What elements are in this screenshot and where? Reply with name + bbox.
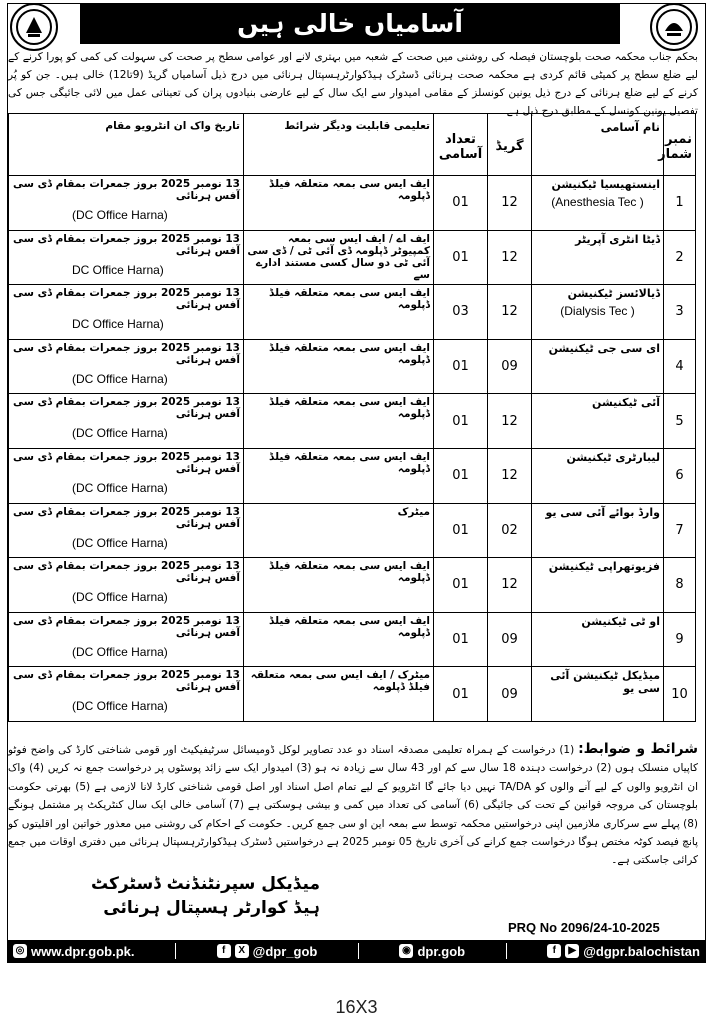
- interview-date: [9, 176, 244, 231]
- post-name-urdu: لیبارٹری ٹیکنیشن: [566, 450, 660, 464]
- post-name: [532, 558, 664, 613]
- table-row: [9, 558, 696, 613]
- header-no: نمبر شمار: [664, 114, 696, 176]
- post-name: [532, 176, 664, 231]
- post-count: 01: [434, 612, 488, 667]
- social-1-text: @dpr_gob: [252, 943, 318, 959]
- interview-date-urdu: 13 نومبر 2025 بروز جمعرات بمقام ڈی سی آفس ہرنائی: [13, 396, 240, 421]
- facebook-icon: f: [217, 944, 231, 958]
- row-number: 8: [664, 558, 696, 613]
- interview-venue-english: (DC Office Harna): [72, 644, 168, 659]
- government-seal-icon: [10, 3, 58, 51]
- post-name-english: (Dialysis Tec ): [560, 304, 635, 319]
- post-count: 01: [434, 230, 488, 285]
- vacancies-table: [8, 113, 696, 722]
- footer-social-2[interactable]: [399, 944, 465, 959]
- grade: 09: [488, 612, 532, 667]
- post-count: 01: [434, 339, 488, 394]
- interview-date: [9, 558, 244, 613]
- globe-icon: ◎: [13, 944, 27, 958]
- divider: [175, 943, 176, 959]
- qualification: ایف ایس سی بمعہ متعلقہ فیلڈ ڈپلومہ: [244, 394, 434, 449]
- post-name-urdu: او ٹی ٹیکنیشن: [581, 614, 660, 628]
- qualification: ایف ایس سی بمعہ متعلقہ فیلڈ ڈپلومہ: [244, 285, 434, 340]
- row-number: 10: [664, 667, 696, 722]
- divider: [358, 943, 359, 959]
- qualification: ایف اے / ایف ایس سی بمعہ کمپیوٹر ڈپلومہ ڈی آئی ٹی / ڈی سی آئی ٹی دو سال کسی مستند ادارے سے: [244, 230, 434, 285]
- grade: 09: [488, 339, 532, 394]
- grade: 09: [488, 667, 532, 722]
- post-name: [532, 285, 664, 340]
- table-row: [9, 394, 696, 449]
- x-icon: X: [235, 944, 249, 958]
- prq-number: PRQ No 2096/24-10-2025: [508, 920, 660, 935]
- header-qualification: تعلیمی قابلیت ودیگر شرائط: [244, 114, 434, 176]
- header-date: تاریخ واک ان انٹرویو مقام: [9, 114, 244, 176]
- post-count: 01: [434, 176, 488, 231]
- interview-date-urdu: 13 نومبر 2025 بروز جمعرات بمقام ڈی سی آفس ہرنائی: [13, 341, 240, 366]
- interview-venue-english: (DC Office Harna): [72, 535, 168, 550]
- interview-venue-english: (DC Office Harna): [72, 371, 168, 386]
- post-count: 01: [434, 394, 488, 449]
- signature-line-2: ہیڈ کوارٹر ہسپتال ہرنائی: [103, 898, 320, 918]
- interview-date: [9, 503, 244, 558]
- interview-date-urdu: 13 نومبر 2025 بروز جمعرات بمقام ڈی سی آفس ہرنائی: [13, 505, 240, 530]
- table-row: [9, 176, 696, 231]
- row-number: 3: [664, 285, 696, 340]
- qualification: ایف ایس سی بمعہ متعلقہ فیلڈ ڈپلومہ: [244, 448, 434, 503]
- post-name-urdu: اینستھیسیا ٹیکنیشن: [551, 178, 660, 191]
- grade: 12: [488, 285, 532, 340]
- interview-date: [9, 448, 244, 503]
- table-header-row: [9, 114, 696, 176]
- post-name-urdu: آئی ٹیکنیشن: [592, 396, 660, 410]
- divider: [506, 943, 507, 959]
- social-3-text: @dgpr.balochistan: [583, 943, 700, 959]
- footer-social-3[interactable]: [547, 944, 700, 959]
- post-name: [532, 448, 664, 503]
- qualification: میٹرک / ایف ایس سی بمعہ متعلقہ فیلڈ ڈپلومہ: [244, 667, 434, 722]
- interview-date-urdu: 13 نومبر 2025 بروز جمعرات بمقام ڈی سی آفس ہرنائی: [13, 450, 240, 475]
- post-name-urdu: میڈیکل ٹیکنیشن آئی سی یو: [550, 669, 660, 696]
- interview-date: [9, 230, 244, 285]
- post-name-english: (Anesthesia Tec ): [551, 195, 644, 209]
- post-name: [532, 230, 664, 285]
- interview-date: [9, 667, 244, 722]
- grade: 12: [488, 176, 532, 231]
- footer-social-1[interactable]: [217, 944, 318, 959]
- row-number: 4: [664, 339, 696, 394]
- terms-heading: شرائط و ضوابط:: [578, 741, 698, 757]
- interview-venue-english: DC Office Harna): [72, 262, 164, 277]
- row-number: 1: [664, 176, 696, 231]
- interview-date-urdu: 13 نومبر 2025 بروز جمعرات بمقام ڈی سی آفس ہرنائی: [13, 232, 240, 257]
- post-name: [532, 667, 664, 722]
- table-row: [9, 612, 696, 667]
- post-count: 01: [434, 503, 488, 558]
- post-name-urdu: فزیوتھراپی ٹیکنیشن: [548, 560, 660, 574]
- table-row: [9, 285, 696, 340]
- post-name-urdu: وارڈ بوائے آئی سی یو: [545, 505, 660, 519]
- signature-line-1: میڈیکل سپرنٹنڈنٹ ڈسٹرکٹ: [91, 874, 320, 894]
- table-row: [9, 667, 696, 722]
- post-name-urdu: ڈیٹا انٹری آپریٹر: [575, 232, 660, 246]
- qualification: میٹرک: [244, 503, 434, 558]
- interview-venue-english: (DC Office Harna): [72, 590, 168, 605]
- footer-bar: [7, 940, 706, 962]
- row-number: 2: [664, 230, 696, 285]
- youtube-icon: ▶: [565, 944, 579, 958]
- row-number: 7: [664, 503, 696, 558]
- row-number: 5: [664, 394, 696, 449]
- table-row: [9, 230, 696, 285]
- interview-date-urdu: 13 نومبر 2025 بروز جمعرات بمقام ڈی سی آفس ہرنائی: [13, 614, 240, 639]
- grade: 02: [488, 503, 532, 558]
- qualification: ایف ایس سی بمعہ متعلقہ فیلڈ ڈپلومہ: [244, 558, 434, 613]
- interview-date-urdu: 13 نومبر 2025 بروز جمعرات بمقام ڈی سی آفس ہرنائی: [13, 178, 240, 202]
- post-name-urdu: ای سی جی ٹیکنیشن: [548, 341, 660, 355]
- post-count: 01: [434, 667, 488, 722]
- page-title: آسامیاں خالی ہیں: [80, 4, 620, 44]
- grade: 12: [488, 558, 532, 613]
- interview-venue-english: (DC Office Harna): [72, 426, 168, 441]
- table-row: [9, 339, 696, 394]
- interview-date: [9, 339, 244, 394]
- government-seal-icon: [650, 3, 698, 51]
- header-name: نام آسامی: [532, 114, 664, 176]
- table-row: [9, 448, 696, 503]
- grade: 12: [488, 448, 532, 503]
- post-name-urdu: ڈیالائسز ٹیکنیشن: [567, 287, 660, 301]
- terms-text: (1) درخواست کے ہمراہ تعلیمی مصدقہ اسناد دو عدد تصاویر لوکل ڈومیسائل سرٹیفیکیٹ اور قومی شناختی کارڈ کی واضح فوٹو کاپیاں منسلک ہوں (2) درخواست دہندہ 18 سال سے کم اور 43 سال سے زیادہ نہ ہو (3) امیدوار ایک سے زائد پوسٹوں پر درخواست جمع نہ کریں (4) واک ان انٹرویو والوں کے لیے آنے والوں کو TA/DA نہیں دیا جائے گا انٹرویو کے لیے تمام اصل اسناد اور اصل قومی شناختی کارڈ لانا لازمی ہے (5) بھرتی حکومت بلوچستان کی مروجہ قوانین کے تحت کی جائیگی (6) آسامی کی تعداد میں کمی و بیشی ہوسکتی ہے (7) آسامی خالی ایک سال کنٹریکٹ پر مشتمل ہونگے (8) پہلے سے سرکاری ملازمین اپنی درخواستیں محکمہ توسط سے بمعہ این او سی جمع کریں۔ حکومت کے احکام کی روشنی میں معذور خواتین اور اقلیتوں کو پانچ فیصد کوٹہ مختص ہوگا درخواست جمع کرانے کی آخری تاریخ 05 نومبر 2025 ہے درخواستیں ڈسٹرک ہیڈکوارٹرہسپتال ہرنائی میں دفتری اوقات میں جمع کرائی جاسکتی ہے۔: [8, 744, 699, 867]
- post-name: [532, 394, 664, 449]
- footer-website[interactable]: [13, 944, 135, 959]
- row-number: 6: [664, 448, 696, 503]
- table-row: [9, 503, 696, 558]
- interview-date-urdu: 13 نومبر 2025 بروز جمعرات بمقام ڈی سی آفس ہرنائی: [13, 669, 240, 694]
- instagram-icon: ◉: [399, 944, 413, 958]
- post-name: [532, 503, 664, 558]
- interview-venue-english: (DC Office Harna): [72, 699, 168, 714]
- grade: 12: [488, 230, 532, 285]
- interview-date: [9, 394, 244, 449]
- terms-and-conditions: [8, 740, 698, 870]
- interview-date-urdu: 13 نومبر 2025 بروز جمعرات بمقام ڈی سی آفس ہرنائی: [13, 560, 240, 585]
- interview-date-urdu: 13 نومبر 2025 بروز جمعرات بمقام ڈی سی آفس ہرنائی: [13, 287, 240, 312]
- grade: 12: [488, 394, 532, 449]
- header-grade: گریڈ: [488, 114, 532, 176]
- interview-date: [9, 612, 244, 667]
- website-text: www.dpr.gob.pk.: [31, 943, 135, 959]
- header-count: تعداد آسامی: [434, 114, 488, 176]
- qualification: ایف ایس سی بمعہ متعلقہ فیلڈ ڈپلومہ: [244, 339, 434, 394]
- social-2-text: dpr.gob: [417, 943, 466, 959]
- interview-date: [9, 285, 244, 340]
- post-count: 03: [434, 285, 488, 340]
- signature-block: [10, 872, 320, 920]
- interview-venue-english: (DC Office Harna): [72, 208, 168, 222]
- size-label: 16X3: [335, 997, 378, 1017]
- post-count: 01: [434, 558, 488, 613]
- qualification: ایف ایس سی بمعہ متعلقہ فیلڈ ڈپلومہ: [244, 612, 434, 667]
- post-count: 01: [434, 448, 488, 503]
- interview-venue-english: (DC Office Harna): [72, 480, 168, 495]
- qualification: ایف ایس سی بمعہ متعلقہ فیلڈ ڈپلومہ: [244, 176, 434, 231]
- post-name: [532, 612, 664, 667]
- interview-venue-english: DC Office Harna): [72, 317, 164, 332]
- intro-paragraph: بحکم جناب محکمہ صحت بلوچستان فیصلہ کی روشنی میں صحت کے شعبہ میں بہتری لانے اور عوامی سطح پر صحت کی سہولت کی کمی کو پورا کرنے کے لیے ضلع سطح پر کمیٹی قائم کردی ہے محکمہ صحت ہرنائی ڈسٹرک ہیڈکوارٹرہسپتال ہرنائی میں درج ذیل آسامیاں گریڈ (9تا12) خالی ہیں۔ جن کو پُر کرنے کے لیے ضلع ہرنائی کے درج ذیل یونین کونسلز کے مقامی امیدوار سے ایک سال کے لیے عارضی بنیادوں پران کی تعیناتی عمل میں لائی جائیگی جس کی تفصیل یونین کونسل کے مطابق درج ذیل ہے۔: [8, 51, 699, 117]
- post-name: [532, 339, 664, 394]
- row-number: 9: [664, 612, 696, 667]
- facebook-icon: f: [547, 944, 561, 958]
